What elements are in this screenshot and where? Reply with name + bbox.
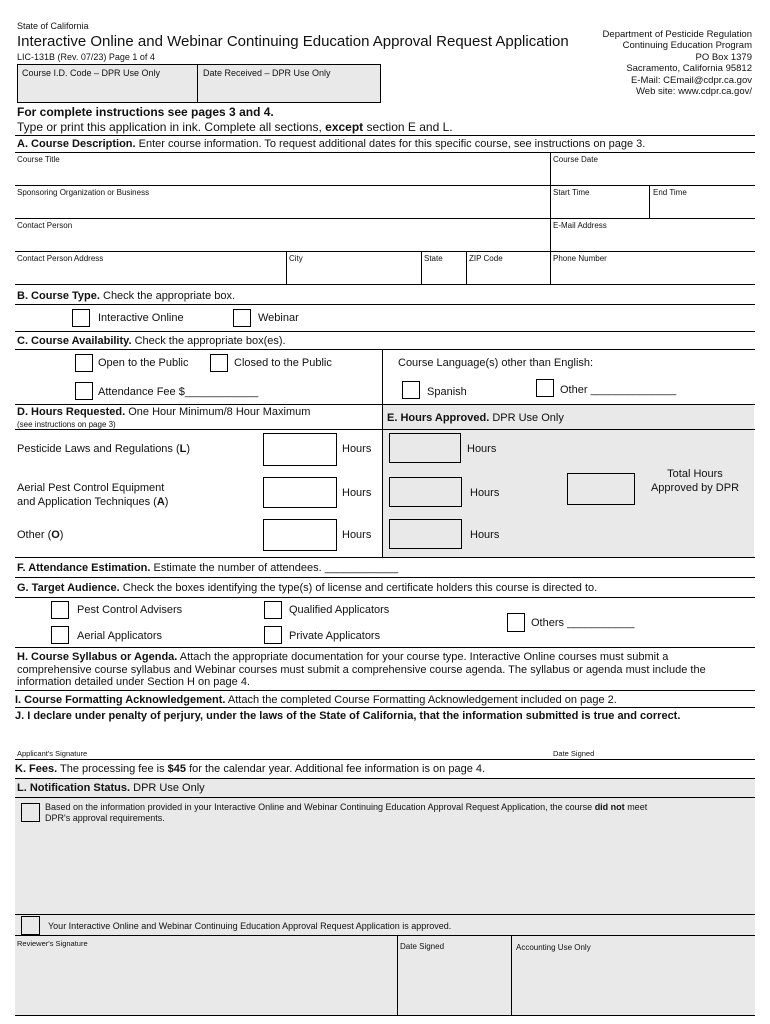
divider [466,251,467,284]
divider [15,304,755,305]
label-part: ) [186,443,191,455]
divider [382,349,383,404]
instr-part: section E and L. [363,120,453,134]
heading-bold: I. Course Formatting Acknowledgement. [15,694,226,706]
heading-text: Estimate the number of attendees. ____________ [150,562,399,574]
other-approved-input[interactable] [389,519,462,549]
divider [15,935,755,936]
others-checkbox[interactable] [507,613,525,632]
not-approved-text [45,802,647,824]
heading-bold: A. Course Description. [17,138,136,150]
divider [15,429,755,430]
divider [15,797,755,798]
divider [15,185,755,186]
contact-address-field[interactable]: Contact Person Address [17,254,104,263]
label-part: ) [59,529,64,541]
hours-label: Hours [470,487,500,499]
qa-checkbox[interactable] [264,601,282,619]
heading-bold: E. Hours Approved. [387,412,490,424]
fees-text [15,763,485,775]
heading-text: DPR Use Only [489,412,564,424]
not-approved-checkbox[interactable] [21,803,40,822]
section-e-heading [387,412,564,424]
section-b-heading [17,290,235,302]
divider [15,914,755,915]
heading-text: Attach the appropriate documentation for your course type. Interactive Online courses must submit a [177,651,669,663]
divider [397,935,398,1015]
aerial-label [17,481,168,509]
course-date-field[interactable]: Course Date [553,155,598,164]
heading-text: Attach the completed Course Formatting Acknowledgement included on page 2. [225,694,617,706]
other-hours-label [17,529,63,541]
instructions-heading: For complete instructions see pages 3 and 4. [17,105,274,119]
dept-line: PO Box 1379 [695,51,752,63]
label-line: Approved by DPR [650,482,740,494]
state-label: State of California [17,21,89,31]
heading-text: Enter course information. To request additional dates for this specific course, see instructions on page 3. [135,138,646,150]
text-line: information detailed under Section H on page 4. [17,676,250,688]
fee-amount: $45 [167,763,187,775]
label-line [17,495,168,509]
divider [15,284,755,285]
phone-field[interactable]: Phone Number [553,254,607,263]
private-applicators-checkbox[interactable] [264,626,282,644]
divider [382,404,383,557]
attendance-fee-checkbox[interactable] [75,382,93,400]
form-id: LIC-131B (Rev. 07/23) Page 1 of 4 [17,52,155,62]
webinar-checkbox[interactable] [233,309,251,327]
laws-regulations-label [17,443,190,455]
divider [15,759,755,760]
email-field[interactable]: E-Mail Address [553,221,607,230]
divider [15,349,755,350]
label-bold: A [156,496,165,508]
label-part: Other ( [17,529,52,541]
private-applicators-label: Private Applicators [289,630,381,642]
text-line: comprehensive course syllabus and Webinar courses must submit a comprehensive course agenda. The syllabus or agenda must include the [17,663,706,676]
label-line: Aerial Pest Control Equipment [17,482,165,494]
other-hours-input[interactable] [263,519,337,551]
interactive-online-checkbox[interactable] [72,309,90,327]
aerial-applicators-label: Aerial Applicators [77,630,162,642]
approved-text: Your Interactive Online and Webinar Continuing Education Approval Request Application is approved. [48,921,452,931]
hours-label: Hours [342,529,372,541]
section-g-heading [17,582,597,594]
laws-approved-input[interactable] [389,433,461,463]
city-field[interactable]: City [289,254,303,263]
divider [15,152,755,153]
section-h-text [17,651,757,689]
divider [511,935,512,1015]
reviewer-date-signed-field[interactable]: Date Signed [400,942,445,951]
divider [286,251,287,284]
total-hours-label [640,467,750,495]
divider [15,218,755,219]
divider [15,251,755,252]
divider [15,1015,755,1016]
label-part: and Application Techniques ( [17,496,157,508]
hours-label: Hours [467,443,497,455]
dept-line: Continuing Education Program [622,40,752,52]
section-d-note: (see instructions on page 3) [17,420,116,429]
text-line: DPR's approval requirements. [45,813,165,823]
heading-bold: L. Notification Status. [17,782,131,794]
divider [15,707,755,708]
pca-label: Pest Control Advisers [77,604,183,616]
aerial-applicators-checkbox[interactable] [51,626,69,644]
other-language-checkbox[interactable] [536,379,554,397]
label-bold: L [179,443,187,455]
divider [15,557,755,558]
approved-checkbox[interactable] [21,916,40,935]
instructions-text [17,120,453,134]
heading-text: The processing fee is [57,763,168,775]
text-line [45,802,647,813]
label-bold: O [51,529,60,541]
section-a-heading [17,138,645,150]
heading-bold: F. Attendance Estimation. [17,562,151,574]
total-approved-input[interactable] [567,473,635,505]
dept-line: Department of Pesticide Regulation [602,29,752,40]
divider [15,597,755,598]
heading-text: Check the boxes identifying the type(s) of license and certificate holders this course is directed to. [119,582,598,594]
interactive-online-label: Interactive Online [98,312,184,324]
aerial-hours-input[interactable] [263,477,337,508]
webinar-label: Webinar [258,312,299,324]
divider [15,331,755,332]
laws-hours-input[interactable] [263,433,337,466]
other-language-field[interactable]: Other ______________ [560,384,677,396]
dept-line: Web site: www.cdpr.ca.gov/ [636,86,752,98]
others-field[interactable]: Others ___________ [531,617,635,629]
dept-line: E-Mail: CEmail@cdpr.ca.gov [630,74,752,86]
label-part: ) [164,496,169,508]
heading-text: One Hour Minimum/8 Hour Maximum [125,406,311,418]
section-l-heading [17,782,205,794]
aerial-approved-input[interactable] [389,477,462,507]
date-signed-field[interactable]: Date Signed [553,749,595,758]
divider [15,690,755,691]
section-d-heading [17,406,310,418]
heading-text: DPR Use Only [130,782,205,794]
divider [649,185,650,218]
divider [15,647,755,648]
open-public-label: Open to the Public [98,357,189,369]
reviewer-signature-field[interactable]: Reviewer's Signature [17,939,88,948]
contact-person-field[interactable]: Contact Person [17,221,73,230]
heading-text: Check the appropriate box. [99,290,236,302]
heading-bold: B. Course Type. [17,290,100,302]
instr-bold: except [325,120,364,134]
text-line [17,651,757,664]
open-public-checkbox[interactable] [75,354,93,372]
closed-public-label: Closed to the Public [234,357,332,369]
course-id-label: Course I.D. Code – DPR Use Only [22,68,161,78]
text-part: Based on the information provided in your Interactive Online and Webinar Continuing Education Approval Request Application, the course [45,802,595,812]
divider [15,577,755,578]
date-received-label: Date Received – DPR Use Only [203,68,331,78]
divider [15,135,755,136]
divider [197,64,198,103]
attendance-estimation-field[interactable] [17,562,398,574]
end-time-field[interactable]: End Time [653,188,687,197]
heading-bold: D. Hours Requested. [17,406,126,418]
label-line: Total Hours [667,468,723,480]
qa-label: Qualified Applicators [289,604,390,616]
start-time-field[interactable]: Start Time [553,188,590,197]
hours-label: Hours [342,487,372,499]
applicant-signature-field[interactable]: Applicant's Signature [17,749,88,758]
spanish-label: Spanish [427,386,467,398]
label-part: Pesticide Laws and Regulations ( [17,443,180,455]
hours-label: Hours [470,529,500,541]
spanish-checkbox[interactable] [402,381,420,399]
course-title-field[interactable]: Course Title [17,155,60,164]
course-language-label: Course Language(s) other than English: [398,357,594,369]
heading-bold: K. Fees. [15,763,58,775]
dept-line: Sacramento, California 95812 [626,63,752,75]
dept-address [603,29,752,97]
attendance-fee-field[interactable]: Attendance Fee $____________ [98,386,259,398]
hours-label: Hours [342,443,372,455]
text-bold: did not [594,802,625,812]
divider [421,251,422,284]
section-c-heading [17,335,286,347]
sponsoring-org-field[interactable]: Sponsoring Organization or Business [17,188,150,197]
heading-bold: C. Course Availability. [17,335,132,347]
heading-bold: G. Target Audience. [17,582,120,594]
text-part: meet [624,802,648,812]
pca-checkbox[interactable] [51,601,69,619]
section-i-text [15,694,617,706]
accounting-use-field[interactable]: Accounting Use Only [516,943,591,952]
state-field[interactable]: State [424,254,443,263]
instr-part: Type or print this application in ink. Complete all sections, [17,120,326,134]
closed-public-checkbox[interactable] [210,354,228,372]
form-title: Interactive Online and Webinar Continuing Education Approval Request Application [17,33,569,50]
heading-bold: H. Course Syllabus or Agenda. [17,651,178,663]
heading-text: Check the appropriate box(es). [131,335,286,347]
declaration-text: J. I declare under penalty of perjury, under the laws of the State of California, that the information submitted is true and correct. [15,710,681,722]
zip-field[interactable]: ZIP Code [469,254,503,263]
heading-text: for the calendar year. Additional fee information is on page 4. [186,763,486,775]
